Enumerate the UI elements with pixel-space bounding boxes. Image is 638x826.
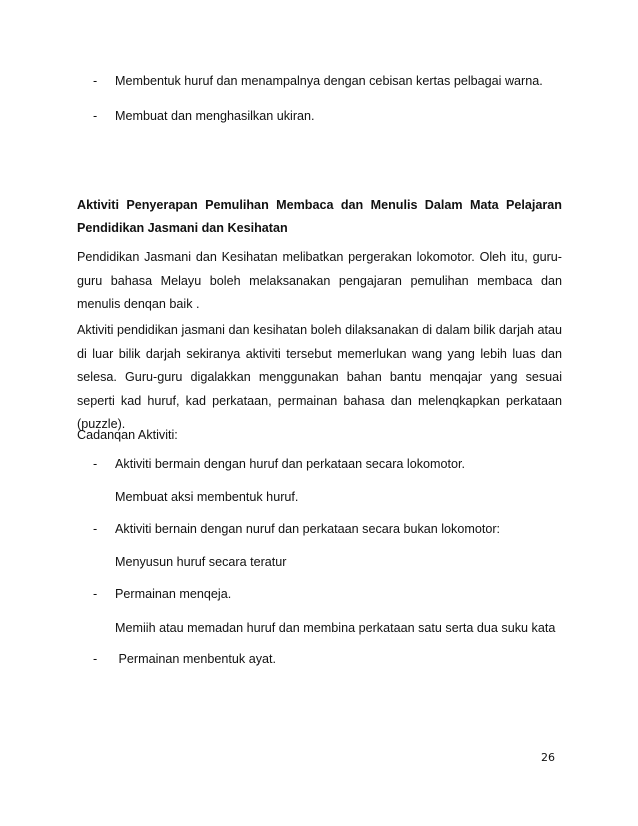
suggestion-text: Aktiviti bernain dengan nuruf dan perkataan secara bukan lokomotor:: [115, 522, 501, 536]
section-heading: Aktiviti Penyerapan Pemulihan Membaca dan Menulis Dalam Mata Pelajaran Pendidikan Jasmani dan Kesihatan: [77, 198, 562, 235]
suggestion-detail: Membuat aksi membentuk huruf.: [115, 490, 299, 504]
body-paragraph: Aktiviti pendidikan jasmani dan kesihatan boleh dilaksanakan di dalam bilik darjah atau di luar bilik darjah sekiranya aktiviti tersebut memerlukan wang yang lebih luas dan selesa. Guru-guru digalakkan menggunakan bahan bantu menqajar yang sesuai seperti kad huruf, kad perkataan, permainan bahasa dan melenqkapkan perkataan (puzzle).: [77, 323, 562, 432]
top-bullet-item: [0, 109, 638, 129]
bullet-dash: -: [93, 74, 98, 88]
suggestion-text: Aktiviti bermain dengan huruf dan perkataan secara lokomotor.: [115, 457, 466, 471]
bullet-dash: -: [93, 587, 98, 601]
suggestion-item: [0, 587, 638, 607]
suggestion-text: Permainan menqeja.: [115, 587, 232, 601]
suggestions-label: Cadanqan Aktiviti:: [77, 428, 178, 442]
bullet-dash: -: [93, 457, 98, 471]
top-bullet-item: [0, 74, 638, 94]
suggestion-item: [0, 652, 638, 672]
suggestion-item: [0, 522, 638, 542]
suggestion-detail: Memiih atau memadan huruf dan membina perkataan satu serta dua suku kata: [115, 621, 556, 635]
bullet-dash: -: [93, 522, 98, 536]
bullet-dash: -: [93, 652, 98, 666]
bullet-text: Membentuk huruf dan menampalnya dengan cebisan kertas pelbagai warna.: [115, 74, 543, 88]
suggestion-item: [0, 457, 638, 477]
suggestion-text: Permainan menbentuk ayat.: [115, 652, 277, 666]
bullet-dash: -: [93, 109, 98, 123]
body-paragraph: Pendidikan Jasmani dan Kesihatan melibatkan pergerakan lokomotor. Oleh itu, guru-guru bahasa Melayu boleh melaksanakan pengajaran pemulihan membaca dan menulis denqan baik .: [77, 250, 562, 312]
suggestion-detail: Menyusun huruf secara teratur: [115, 555, 287, 569]
bullet-text: Membuat dan menghasilkan ukiran.: [115, 109, 315, 123]
page-number: 26: [541, 751, 555, 764]
